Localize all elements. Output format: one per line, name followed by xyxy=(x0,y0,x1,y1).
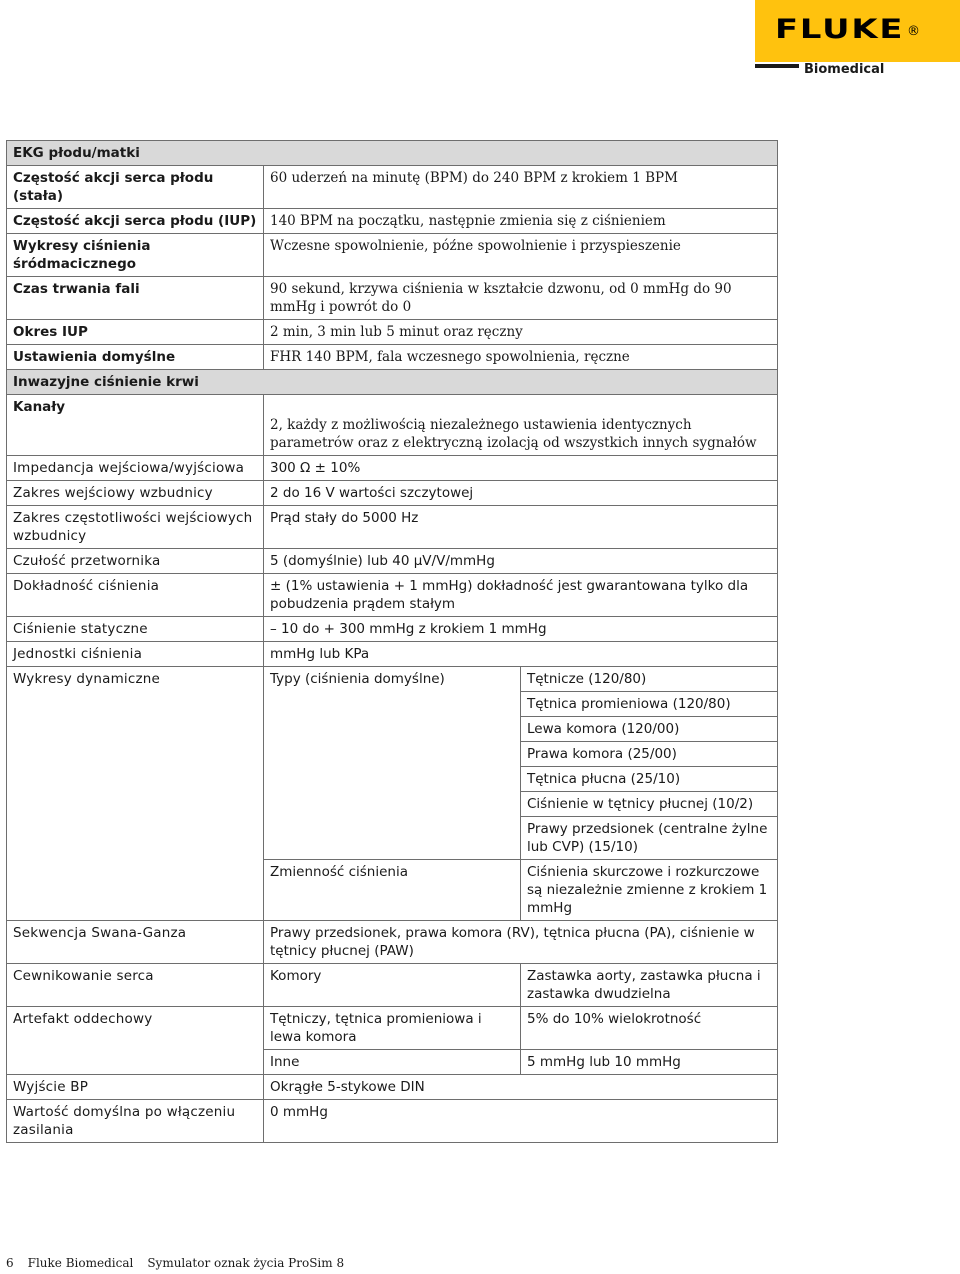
type-item: Ciśnienie w tętnicy płucnej (10/2) xyxy=(521,792,778,817)
row-value: Prawy przedsionek, prawa komora (RV), tętnica płucna (PA), ciśnienie w tętnicy płucnej (PAW) xyxy=(264,921,778,964)
row-label: Ciśnienie statyczne xyxy=(7,617,264,642)
table-row xyxy=(7,964,778,1007)
table-row xyxy=(7,667,778,692)
section-title-ekg: EKG płodu/matki xyxy=(7,141,778,166)
table-row xyxy=(7,277,778,320)
table-row xyxy=(7,1075,778,1100)
row-label: Wykresy dynamiczne xyxy=(7,667,264,921)
table-row xyxy=(7,456,778,481)
table-row xyxy=(7,549,778,574)
row-label: Wykresy ciśnienia śródmacicznego xyxy=(7,234,264,277)
row-value: 60 uderzeń na minutę (BPM) do 240 BPM z krokiem 1 BPM xyxy=(264,166,778,209)
variability-label: Zmienność ciśnienia xyxy=(264,860,521,921)
row-value: 2, każdy z możliwością niezależnego ustawienia identycznych parametrów oraz z elektryczną izolacją od wszystkich innych sygnałów xyxy=(264,395,778,456)
row-label: Zakres częstotliwości wejściowych wzbudnicy xyxy=(7,506,264,549)
row-label: Jednostki ciśnienia xyxy=(7,642,264,667)
section-header xyxy=(7,141,778,166)
row-sub-label: Komory xyxy=(264,964,521,1007)
section-title-ibp: Inwazyjne ciśnienie krwi xyxy=(7,370,778,395)
logo-underline xyxy=(755,64,799,68)
table-row xyxy=(7,209,778,234)
type-item: Tętnica płucna (25/10) xyxy=(521,767,778,792)
row-label: Czułość przetwornika xyxy=(7,549,264,574)
row-value: ± (1% ustawienia + 1 mmHg) dokładność jest gwarantowana tylko dla pobudzenia prądem stałym xyxy=(264,574,778,617)
row-value: Wczesne spowolnienie, późne spowolnienie i przyspieszenie xyxy=(264,234,778,277)
row-value: 90 sekund, krzywa ciśnienia w kształcie dzwonu, od 0 mmHg do 90 mmHg i powrót do 0 xyxy=(264,277,778,320)
table-row xyxy=(7,234,778,277)
row-label: Okres IUP xyxy=(7,320,264,345)
fluke-logo xyxy=(755,0,960,62)
table-row xyxy=(7,506,778,549)
table-row xyxy=(7,166,778,209)
type-item: Prawy przedsionek (centralne żylne lub CVP) (15/10) xyxy=(521,817,778,860)
row-value: Okrągłe 5-stykowe DIN xyxy=(264,1075,778,1100)
row-value: 5 (domyślnie) lub 40 µV/V/mmHg xyxy=(264,549,778,574)
page-number: 6 xyxy=(6,1256,14,1270)
row-value: Zastawka aorty, zastawka płucna i zastawka dwudzielna xyxy=(521,964,778,1007)
row-value: 2 do 16 V wartości szczytowej xyxy=(264,481,778,506)
row-value: – 10 do + 300 mmHg z krokiem 1 mmHg xyxy=(264,617,778,642)
table-row xyxy=(7,395,778,456)
registered-mark: ® xyxy=(907,24,920,39)
row-value: mmHg lub KPa xyxy=(264,642,778,667)
row-label: Sekwencja Swana-Ganza xyxy=(7,921,264,964)
row-value: 0 mmHg xyxy=(264,1100,778,1143)
row-label: Dokładność ciśnienia xyxy=(7,574,264,617)
row-value: 2 min, 3 min lub 5 minut oraz ręczny xyxy=(264,320,778,345)
type-item: Prawa komora (25/00) xyxy=(521,742,778,767)
row-sub-label: Inne xyxy=(264,1050,521,1075)
row-label: Zakres wejściowy wzbudnicy xyxy=(7,481,264,506)
table-row xyxy=(7,1007,778,1050)
footer-product: Symulator oznak życia ProSim 8 xyxy=(147,1256,345,1270)
table-row xyxy=(7,921,778,964)
row-value: Prąd stały do 5000 Hz xyxy=(264,506,778,549)
table-row xyxy=(7,1100,778,1143)
row-value: FHR 140 BPM, fala wczesnego spowolnienia, ręczne xyxy=(264,345,778,370)
types-label: Typy (ciśnienia domyślne) xyxy=(264,667,521,860)
row-label: Czas trwania fali xyxy=(7,277,264,320)
row-value: 5% do 10% wielokrotność xyxy=(521,1007,778,1050)
variability-value: Ciśnienia skurczowe i rozkurczowe są niezależnie zmienne z krokiem 1 mmHg xyxy=(521,860,778,921)
row-label: Impedancja wejściowa/wyjściowa xyxy=(7,456,264,481)
specification-table xyxy=(6,140,778,1143)
row-label: Częstość akcji serca płodu (IUP) xyxy=(7,209,264,234)
row-label: Cewnikowanie serca xyxy=(7,964,264,1007)
table-row xyxy=(7,345,778,370)
table-row xyxy=(7,481,778,506)
page-footer xyxy=(6,1256,358,1270)
row-label: Kanały xyxy=(7,395,264,456)
row-label: Artefakt oddechowy xyxy=(7,1007,264,1075)
row-label: Wartość domyślna po włączeniu zasilania xyxy=(7,1100,264,1143)
type-item: Lewa komora (120/00) xyxy=(521,717,778,742)
logo-subtitle: Biomedical xyxy=(804,62,885,77)
type-item: Tętnicze (120/80) xyxy=(521,667,778,692)
row-value: 140 BPM na początku, następnie zmienia się z ciśnieniem xyxy=(264,209,778,234)
section-header xyxy=(7,370,778,395)
logo-wordmark: FLUKE xyxy=(775,14,905,45)
table-row xyxy=(7,320,778,345)
table-row xyxy=(7,642,778,667)
type-item: Tętnica promieniowa (120/80) xyxy=(521,692,778,717)
table-row xyxy=(7,574,778,617)
row-value: 300 Ω ± 10% xyxy=(264,456,778,481)
row-sub-label: Tętniczy, tętnica promieniowa i lewa komora xyxy=(264,1007,521,1050)
footer-company: Fluke Biomedical xyxy=(27,1256,134,1270)
row-label: Ustawienia domyślne xyxy=(7,345,264,370)
table-row xyxy=(7,617,778,642)
row-label: Wyjście BP xyxy=(7,1075,264,1100)
row-value: 5 mmHg lub 10 mmHg xyxy=(521,1050,778,1075)
row-label: Częstość akcji serca płodu (stała) xyxy=(7,166,264,209)
